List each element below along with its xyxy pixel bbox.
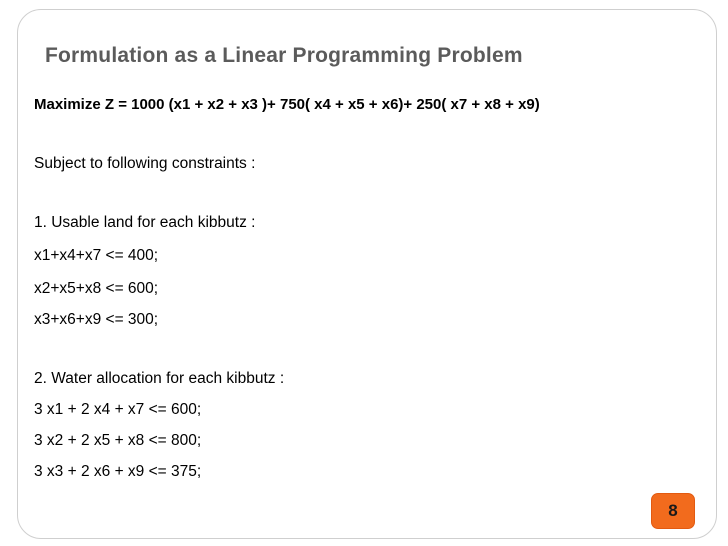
- slide-title: Formulation as a Linear Programming Problem: [45, 44, 523, 67]
- land-constraints-heading: 1. Usable land for each kibbutz :: [34, 214, 256, 231]
- page-number-badge: 8: [651, 493, 695, 529]
- land-constraint-3: x3+x6+x9 <= 300;: [34, 311, 159, 328]
- slide-frame: [17, 9, 717, 539]
- subject-to-line: Subject to following constraints :: [34, 155, 256, 172]
- water-constraints-heading: 2. Water allocation for each kibbutz :: [34, 370, 285, 387]
- water-constraint-2: 3 x2 + 2 x5 + x8 <= 800;: [34, 432, 202, 449]
- objective-function: Maximize Z = 1000 (x1 + x2 + x3 )+ 750( x4 + x5 + x6)+ 250( x7 + x8 + x9): [34, 96, 540, 113]
- water-constraint-3: 3 x3 + 2 x6 + x9 <= 375;: [34, 463, 202, 480]
- land-constraint-1: x1+x4+x7 <= 400;: [34, 247, 159, 264]
- land-constraint-2: x2+x5+x8 <= 600;: [34, 280, 159, 297]
- water-constraint-1: 3 x1 + 2 x4 + x7 <= 600;: [34, 401, 202, 418]
